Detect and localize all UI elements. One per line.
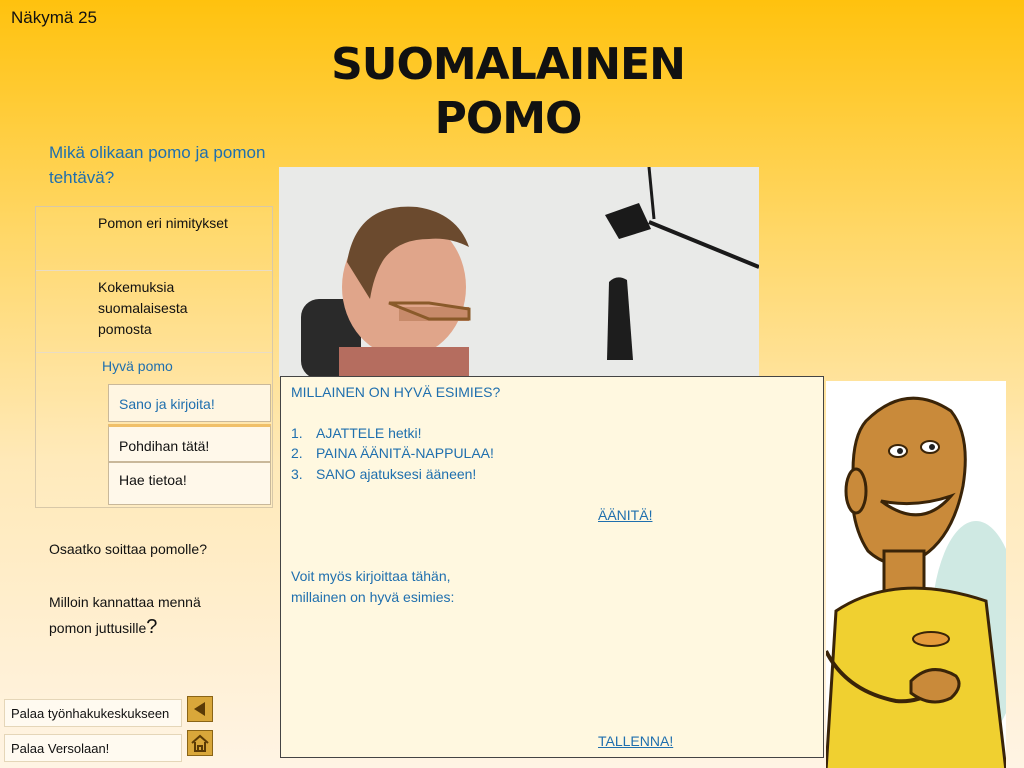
step-number: 1.: [291, 425, 303, 441]
step-text: PAINA ÄÄNITÄ-NAPPULAA!: [316, 445, 494, 461]
menu-item-label-line: Kokemuksia: [98, 279, 175, 295]
side-question-line: [49, 615, 201, 641]
back-to-job-center-link[interactable]: Palaa työnhakukeskukseen: [4, 699, 182, 727]
answer-text-area[interactable]: [291, 613, 811, 723]
exercise-panel: [280, 376, 824, 758]
menu-item-label-line: suomalaisesta: [98, 300, 188, 316]
home-icon[interactable]: [187, 730, 213, 756]
step-text: AJATTELE hetki!: [316, 425, 422, 441]
menu-item-label: Hyvä pomo: [102, 358, 173, 374]
write-instruction-line: Voit myös kirjoittaa tähän,: [291, 568, 451, 584]
side-question-call: Osaatko soittaa pomolle?: [49, 541, 207, 557]
step-number: 2.: [291, 445, 303, 461]
topic-menu: [35, 206, 273, 508]
menu-item-label: [98, 277, 188, 340]
cartoon-man-illustration: [826, 381, 1006, 768]
panel-heading: MILLAINEN ON HYVÄ ESIMIES?: [291, 384, 501, 400]
title-line-2: POMO: [434, 93, 582, 144]
submenu-hae-tietoa[interactable]: Hae tietoa!: [108, 462, 271, 505]
side-question-text: pomon juttusille: [49, 620, 147, 636]
question-mark: ?: [146, 616, 158, 638]
write-instruction-line: millainen on hyvä esimies:: [291, 589, 455, 605]
menu-item-kokemuksia[interactable]: [36, 271, 272, 353]
submenu-sano-ja-kirjoita[interactable]: Sano ja kirjoita!: [108, 384, 271, 422]
menu-item-label-line: pomosta: [98, 321, 152, 337]
title-line-1: SUOMALAINEN: [331, 39, 685, 90]
save-link[interactable]: TALLENNA!: [598, 733, 674, 749]
submenu-pohdihan-tata[interactable]: Pohdihan tätä!: [108, 424, 271, 462]
menu-item-label: Pomon eri nimitykset: [98, 215, 228, 231]
menu-item-nimitykset[interactable]: [36, 207, 272, 271]
record-link[interactable]: ÄÄNITÄ!: [598, 507, 653, 523]
view-label: Näkymä 25: [11, 8, 97, 27]
side-question-line: Milloin kannattaa mennä: [49, 594, 201, 610]
page-title: [300, 38, 716, 146]
boss-photo: [279, 167, 759, 377]
step-text: SANO ajatuksesi ääneen!: [316, 466, 477, 482]
side-question-when: [49, 590, 201, 641]
back-to-versola-link[interactable]: Palaa Versolaan!: [4, 734, 182, 762]
intro-question: Mikä olikaan pomo ja pomon tehtävä?: [49, 143, 266, 187]
arrow-left-icon[interactable]: [187, 696, 213, 722]
step-number: 3.: [291, 466, 303, 482]
